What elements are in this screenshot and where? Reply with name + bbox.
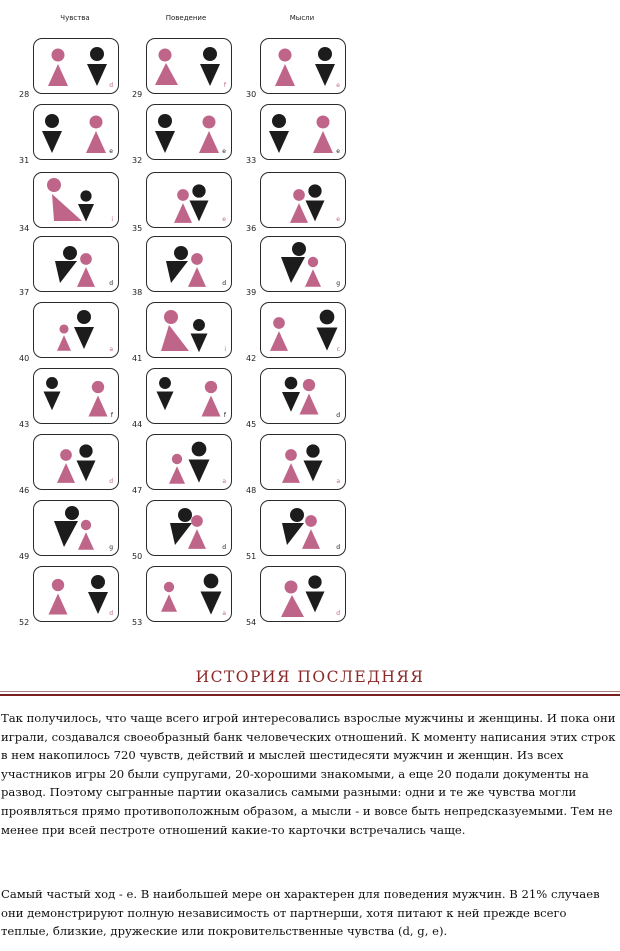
card-figures — [261, 369, 345, 423]
male-figure-polygon — [306, 201, 325, 222]
card-figures — [34, 567, 118, 621]
female-figure-polygon — [188, 267, 206, 287]
card-letter: d — [336, 412, 340, 419]
female-figure-circle — [164, 310, 178, 324]
male-figure-circle — [290, 508, 304, 522]
card-number: 31 — [19, 156, 30, 165]
male-figure-polygon — [155, 131, 175, 153]
section-title: ИСТОРИЯ ПОСЛЕДНЯЯ — [195, 668, 425, 686]
card-34 — [33, 172, 119, 228]
male-figure-circle — [192, 184, 205, 197]
male-figure-polygon — [269, 131, 289, 153]
male-figure-polygon — [88, 592, 108, 614]
card-47 — [146, 434, 232, 490]
paragraph: Самый частый ход - e. В наибольшей мере он характерен для поведения мужчин. В 21% случаев они демонстрируют полную независимость от партнерши, хотя питают к ней прежде всего теплые, близкие, дружеские или покровительственные чувства (d, g, e). — [1, 887, 600, 939]
male-figure-circle — [77, 310, 91, 324]
card-figures — [147, 567, 231, 621]
female-figure-polygon — [77, 267, 95, 287]
male-figure-polygon — [306, 592, 325, 613]
male-figure-polygon — [281, 257, 305, 283]
male-figure-circle — [320, 310, 335, 325]
card-figures — [147, 105, 231, 159]
female-figure-circle — [164, 582, 174, 592]
male-figure-circle — [292, 242, 306, 256]
card-33 — [260, 104, 346, 160]
card-number: 47 — [132, 486, 143, 495]
female-figure-polygon — [305, 269, 321, 287]
female-figure-circle — [203, 116, 216, 129]
card-43 — [33, 368, 119, 424]
card-30 — [260, 38, 346, 94]
female-figure-polygon — [290, 203, 308, 223]
male-figure-circle — [318, 47, 332, 61]
card-28 — [33, 38, 119, 94]
female-figure-polygon — [169, 466, 185, 484]
female-figure-circle — [92, 381, 104, 393]
card-52 — [33, 566, 119, 622]
card-letter: e — [336, 216, 340, 223]
card-number: 28 — [19, 90, 30, 99]
female-figure-circle — [90, 116, 103, 129]
female-figure-polygon — [155, 63, 178, 85]
female-figure-polygon — [270, 331, 288, 351]
male-figure-polygon — [170, 523, 192, 545]
female-figure-circle — [81, 520, 91, 530]
male-figure-polygon — [74, 327, 94, 349]
card-figures — [261, 105, 345, 159]
card-figures — [34, 173, 118, 227]
female-figure-polygon — [275, 64, 295, 86]
card-number: 50 — [132, 552, 143, 561]
card-letter: d — [222, 280, 226, 287]
card-figures — [147, 39, 231, 93]
female-figure-circle — [285, 449, 297, 461]
column-header-behavior: Поведение — [165, 14, 207, 22]
female-figure-polygon — [78, 532, 94, 550]
card-number: 49 — [19, 552, 30, 561]
female-figure-polygon — [57, 463, 75, 483]
card-number: 37 — [19, 288, 30, 297]
female-figure-circle — [60, 449, 72, 461]
female-figure-polygon — [161, 325, 189, 351]
male-figure-circle — [45, 114, 59, 128]
male-figure-polygon — [304, 461, 323, 482]
card-44 — [146, 368, 232, 424]
card-number: 53 — [132, 618, 143, 627]
male-figure-polygon — [201, 592, 222, 615]
male-figure-polygon — [42, 131, 62, 153]
female-figure-polygon — [48, 64, 68, 86]
card-49 — [33, 500, 119, 556]
card-number: 33 — [246, 156, 257, 165]
card-48 — [260, 434, 346, 490]
female-figure-circle — [191, 515, 203, 527]
male-figure-circle — [159, 377, 171, 389]
male-figure-circle — [63, 246, 77, 260]
female-figure-circle — [273, 317, 285, 329]
card-letter: d — [336, 544, 340, 551]
female-figure-polygon — [86, 131, 106, 153]
card-figures — [34, 237, 118, 291]
female-figure-circle — [205, 381, 217, 393]
card-figures — [261, 435, 345, 489]
female-figure-circle — [52, 49, 65, 62]
card-letter: i — [224, 346, 226, 353]
card-figures — [34, 369, 118, 423]
male-figure-polygon — [87, 64, 107, 86]
card-letter: e — [222, 216, 226, 223]
female-figure-circle — [285, 581, 298, 594]
card-letter: d — [109, 478, 113, 485]
card-letter: d — [109, 82, 113, 89]
female-figure-polygon — [49, 594, 68, 615]
card-letter: a — [222, 478, 226, 485]
male-figure-polygon — [55, 261, 77, 283]
male-figure-polygon — [282, 523, 304, 545]
female-figure-polygon — [52, 194, 82, 221]
male-figure-polygon — [166, 261, 188, 283]
card-50 — [146, 500, 232, 556]
male-figure-polygon — [157, 392, 174, 411]
card-letter: a — [222, 610, 226, 617]
male-figure-circle — [178, 508, 192, 522]
card-53 — [146, 566, 232, 622]
card-54 — [260, 566, 346, 622]
female-figure-circle — [279, 49, 292, 62]
card-figures — [147, 435, 231, 489]
card-letter: f — [223, 82, 226, 89]
card-letter: d — [109, 610, 113, 617]
card-number: 54 — [246, 618, 257, 627]
card-figures — [34, 105, 118, 159]
female-figure-polygon — [161, 594, 177, 612]
card-figures — [147, 173, 231, 227]
card-number: 44 — [132, 420, 143, 429]
card-46 — [33, 434, 119, 490]
card-figures — [147, 369, 231, 423]
male-figure-circle — [203, 47, 217, 61]
male-figure-polygon — [190, 201, 209, 222]
card-figures — [147, 501, 231, 555]
card-letter: g — [109, 544, 113, 551]
title-rule-thin — [0, 691, 620, 692]
female-figure-circle — [293, 189, 305, 201]
card-number: 32 — [132, 156, 143, 165]
female-figure-polygon — [281, 595, 304, 617]
female-figure-circle — [191, 253, 203, 265]
male-figure-circle — [285, 377, 298, 390]
column-header-feelings: Чувства — [60, 14, 90, 22]
card-number: 34 — [19, 224, 30, 233]
male-figure-circle — [272, 114, 286, 128]
female-figure-circle — [305, 515, 317, 527]
card-figures — [261, 173, 345, 227]
card-figures — [261, 237, 345, 291]
paragraph: Так получилось, что чаще всего игрой интересовались взрослые мужчины и женщины. И пока они играли, создавался своеобразный банк человеческих отношений. К моменту написания этих строк в нем накопилось 720 чувств, действий и мыслей шестидесяти мужчин и женщин. Из всех участников игры 20 были супругами, 20-хорошими знакомыми, а еще 20 подали документы на развод. Поэтому сыгранные партии оказались самыми разными: одни и те же чувства могли проявляться прямо противоположным образом, а мысли - и вовсе быть непредсказуемыми. Тем не менее при всей пестроте отношений какие-то карточки встречались чаще. — [1, 711, 616, 837]
male-figure-circle — [204, 574, 219, 589]
card-number: 36 — [246, 224, 257, 233]
card-letter: a — [109, 346, 113, 353]
female-figure-polygon — [282, 463, 300, 483]
male-figure-circle — [308, 575, 321, 588]
female-figure-polygon — [302, 529, 320, 549]
male-figure-polygon — [317, 328, 338, 351]
male-figure-circle — [158, 114, 172, 128]
card-figures — [34, 435, 118, 489]
male-figure-polygon — [78, 204, 94, 222]
card-letter: e — [109, 148, 113, 155]
card-letter: g — [336, 280, 340, 287]
card-figures — [147, 303, 231, 357]
card-number: 30 — [246, 90, 257, 99]
female-figure-polygon — [57, 335, 71, 350]
male-figure-circle — [65, 506, 79, 520]
female-figure-polygon — [313, 131, 333, 153]
card-letter: e — [222, 148, 226, 155]
card-figures — [261, 39, 345, 93]
card-29 — [146, 38, 232, 94]
male-figure-circle — [80, 190, 91, 201]
female-figure-polygon — [202, 396, 221, 417]
female-figure-polygon — [174, 203, 192, 223]
female-figure-circle — [47, 178, 61, 192]
card-number: 51 — [246, 552, 257, 561]
male-figure-polygon — [77, 461, 96, 482]
female-figure-circle — [303, 379, 315, 391]
female-figure-circle — [177, 189, 189, 201]
male-figure-polygon — [200, 64, 220, 86]
female-figure-polygon — [199, 131, 219, 153]
card-letter: e — [336, 148, 340, 155]
card-number: 46 — [19, 486, 30, 495]
card-figures — [34, 501, 118, 555]
card-51 — [260, 500, 346, 556]
card-letter: e — [336, 82, 340, 89]
card-number: 43 — [19, 420, 30, 429]
card-number: 35 — [132, 224, 143, 233]
card-figures — [34, 303, 118, 357]
card-figures — [261, 303, 345, 357]
column-header-thoughts: Мысли — [289, 14, 315, 22]
card-35 — [146, 172, 232, 228]
male-figure-polygon — [44, 392, 61, 411]
male-figure-circle — [79, 444, 92, 457]
female-figure-circle — [308, 257, 318, 267]
card-41 — [146, 302, 232, 358]
card-40 — [33, 302, 119, 358]
male-figure-circle — [46, 377, 58, 389]
male-figure-circle — [192, 442, 207, 457]
female-figure-circle — [317, 116, 330, 129]
card-36 — [260, 172, 346, 228]
card-number: 45 — [246, 420, 257, 429]
card-number: 40 — [19, 354, 30, 363]
card-37 — [33, 236, 119, 292]
card-letter: c — [336, 346, 340, 353]
card-number: 39 — [246, 288, 257, 297]
male-figure-circle — [306, 444, 319, 457]
female-figure-polygon — [188, 529, 206, 549]
female-figure-circle — [52, 579, 64, 591]
card-number: 29 — [132, 90, 143, 99]
female-figure-polygon — [300, 394, 319, 415]
card-figures — [34, 39, 118, 93]
male-figure-polygon — [191, 334, 208, 353]
card-letter: d — [336, 610, 340, 617]
card-42 — [260, 302, 346, 358]
male-figure-circle — [308, 184, 321, 197]
male-figure-circle — [91, 575, 105, 589]
card-figures — [261, 501, 345, 555]
card-letter: f — [110, 412, 113, 419]
male-figure-circle — [193, 319, 205, 331]
female-figure-circle — [159, 49, 172, 62]
card-number: 41 — [132, 354, 143, 363]
female-figure-polygon — [89, 396, 108, 417]
card-letter: d — [222, 544, 226, 551]
title-rule-thick — [0, 694, 620, 696]
card-figures — [261, 567, 345, 621]
female-figure-circle — [59, 324, 68, 333]
card-letter: a — [336, 478, 340, 485]
card-38 — [146, 236, 232, 292]
male-figure-polygon — [315, 64, 335, 86]
female-figure-circle — [80, 253, 92, 265]
card-39 — [260, 236, 346, 292]
card-number: 52 — [19, 618, 30, 627]
male-figure-circle — [90, 47, 104, 61]
card-letter: i — [111, 216, 113, 223]
card-number: 42 — [246, 354, 257, 363]
male-figure-polygon — [282, 392, 300, 412]
card-figures — [147, 237, 231, 291]
male-figure-polygon — [189, 460, 210, 483]
card-number: 48 — [246, 486, 257, 495]
card-32 — [146, 104, 232, 160]
card-31 — [33, 104, 119, 160]
card-letter: f — [223, 412, 226, 419]
male-figure-circle — [174, 246, 188, 260]
card-number: 38 — [132, 288, 143, 297]
card-45 — [260, 368, 346, 424]
male-figure-polygon — [54, 521, 78, 547]
female-figure-circle — [172, 454, 182, 464]
card-letter: d — [109, 280, 113, 287]
